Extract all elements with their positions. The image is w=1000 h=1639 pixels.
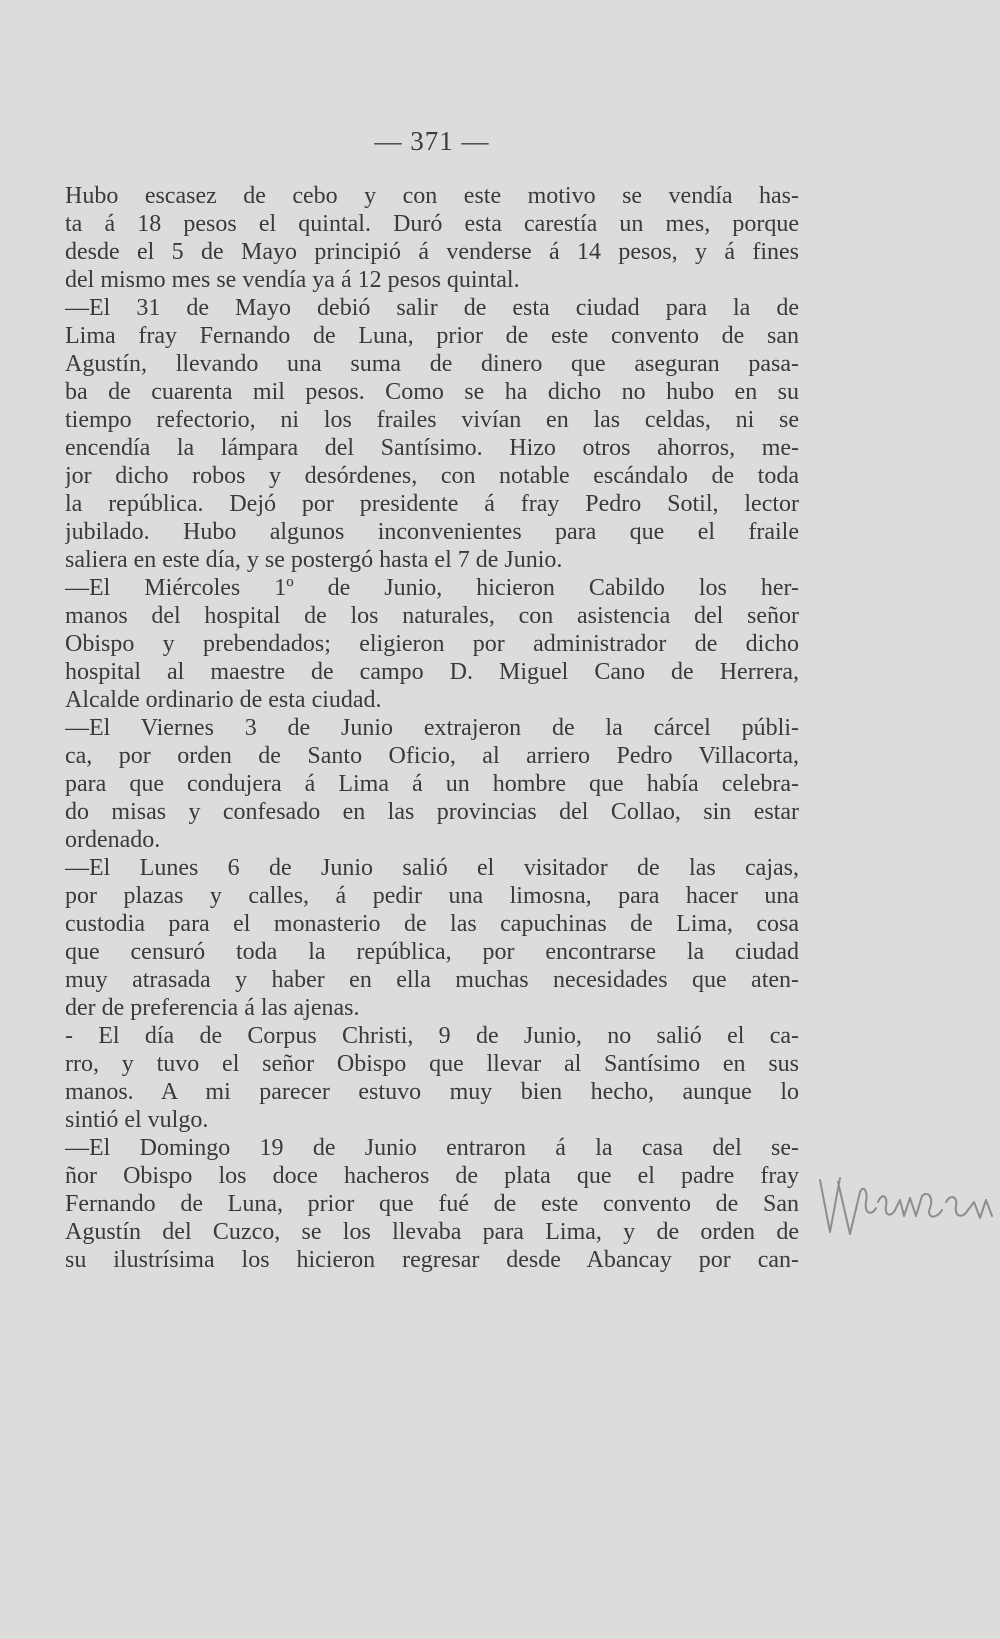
text-line: do misas y confesado en las provincias del Collao, sin estar [65, 799, 799, 825]
text-line: jubilado. Hubo algunos inconvenientes para que el fraile [65, 519, 799, 545]
text-line: —El Miércoles 1º de Junio, hicieron Cabildo los her- [65, 575, 799, 601]
text-line: hospital al maestre de campo D. Miguel Cano de Herrera, [65, 659, 799, 685]
body-text [65, 182, 799, 1274]
text-line: que censuró toda la república, por encontrarse la ciudad [65, 939, 799, 965]
text-line: Hubo escasez de cebo y con este motivo se vendía has- [65, 183, 799, 209]
text-line: desde el 5 de Mayo principió á venderse á 14 pesos, y á fines [65, 239, 799, 265]
text-line: manos del hospital de los naturales, con asistencia del señor [65, 603, 799, 629]
text-line: saliera en este día, y se postergó hasta el 7 de Junio. [65, 547, 563, 573]
text-line: tiempo refectorio, ni los frailes vivían en las celdas, ni se [65, 407, 799, 433]
text-line: ta á 18 pesos el quintal. Duró esta carestía un mes, porque [65, 211, 799, 237]
text-line: su ilustrísima los hicieron regresar desde Abancay por can- [65, 1247, 799, 1273]
text-line: la república. Dejó por presidente á fray Pedro Sotil, lector [65, 491, 799, 517]
page-number: — 371 — [374, 126, 490, 156]
text-line: Lima fray Fernando de Luna, prior de este convento de san [65, 323, 799, 349]
text-line: ca, por orden de Santo Oficio, al arriero Pedro Villacorta, [65, 743, 799, 769]
text-line: manos. A mi parecer estuvo muy bien hecho, aunque lo [65, 1079, 799, 1105]
text-line: jor dicho robos y desórdenes, con notable escándalo de toda [65, 463, 799, 489]
text-line: del mismo mes se vendía ya á 12 pesos quintal. [65, 267, 520, 293]
text-line: der de preferencia á las ajenas. [65, 995, 360, 1021]
text-line: ñor Obispo los doce hacheros de plata que el padre fray [65, 1163, 799, 1189]
text-line: ba de cuarenta mil pesos. Como se ha dicho no hubo en su [65, 379, 799, 405]
text-line: —El Lunes 6 de Junio salió el visitador de las cajas, [65, 855, 799, 881]
text-line: —El Domingo 19 de Junio entraron á la casa del se- [65, 1135, 799, 1161]
text-line: Agustín del Cuzco, se los llevaba para Lima, y de orden de [65, 1219, 799, 1245]
text-line: Agustín, llevando una suma de dinero que aseguran pasa- [65, 351, 799, 377]
text-line: Alcalde ordinario de esta ciudad. [65, 687, 382, 713]
text-line: encendía la lámpara del Santísimo. Hizo otros ahorros, me- [65, 435, 799, 461]
text-line: —El 31 de Mayo debió salir de esta ciudad para la de [65, 295, 799, 321]
text-line: —El Viernes 3 de Junio extrajeron de la cárcel públi- [65, 715, 799, 741]
text-line: rro, y tuvo el señor Obispo que llevar al Santísimo en sus [65, 1051, 799, 1077]
text-line: ordenado. [65, 827, 161, 853]
text-line: Fernando de Luna, prior que fué de este convento de San [65, 1191, 799, 1217]
text-line: para que condujera á Lima á un hombre que había celebra- [65, 771, 799, 797]
handwriting-scribble [816, 1162, 1000, 1252]
text-line: muy atrasada y haber en ella muchas necesidades que aten- [65, 967, 799, 993]
text-line: sintió el vulgo. [65, 1107, 209, 1133]
handwritten-margin-note [816, 1162, 1000, 1252]
text-line: custodia para el monasterio de las capuchinas de Lima, cosa [65, 911, 799, 937]
text-line: por plazas y calles, á pedir una limosna, para hacer una [65, 883, 799, 909]
text-line: - El día de Corpus Christi, 9 de Junio, no salió el ca- [65, 1023, 799, 1049]
text-line: Obispo y prebendados; eligieron por administrador de dicho [65, 631, 799, 657]
